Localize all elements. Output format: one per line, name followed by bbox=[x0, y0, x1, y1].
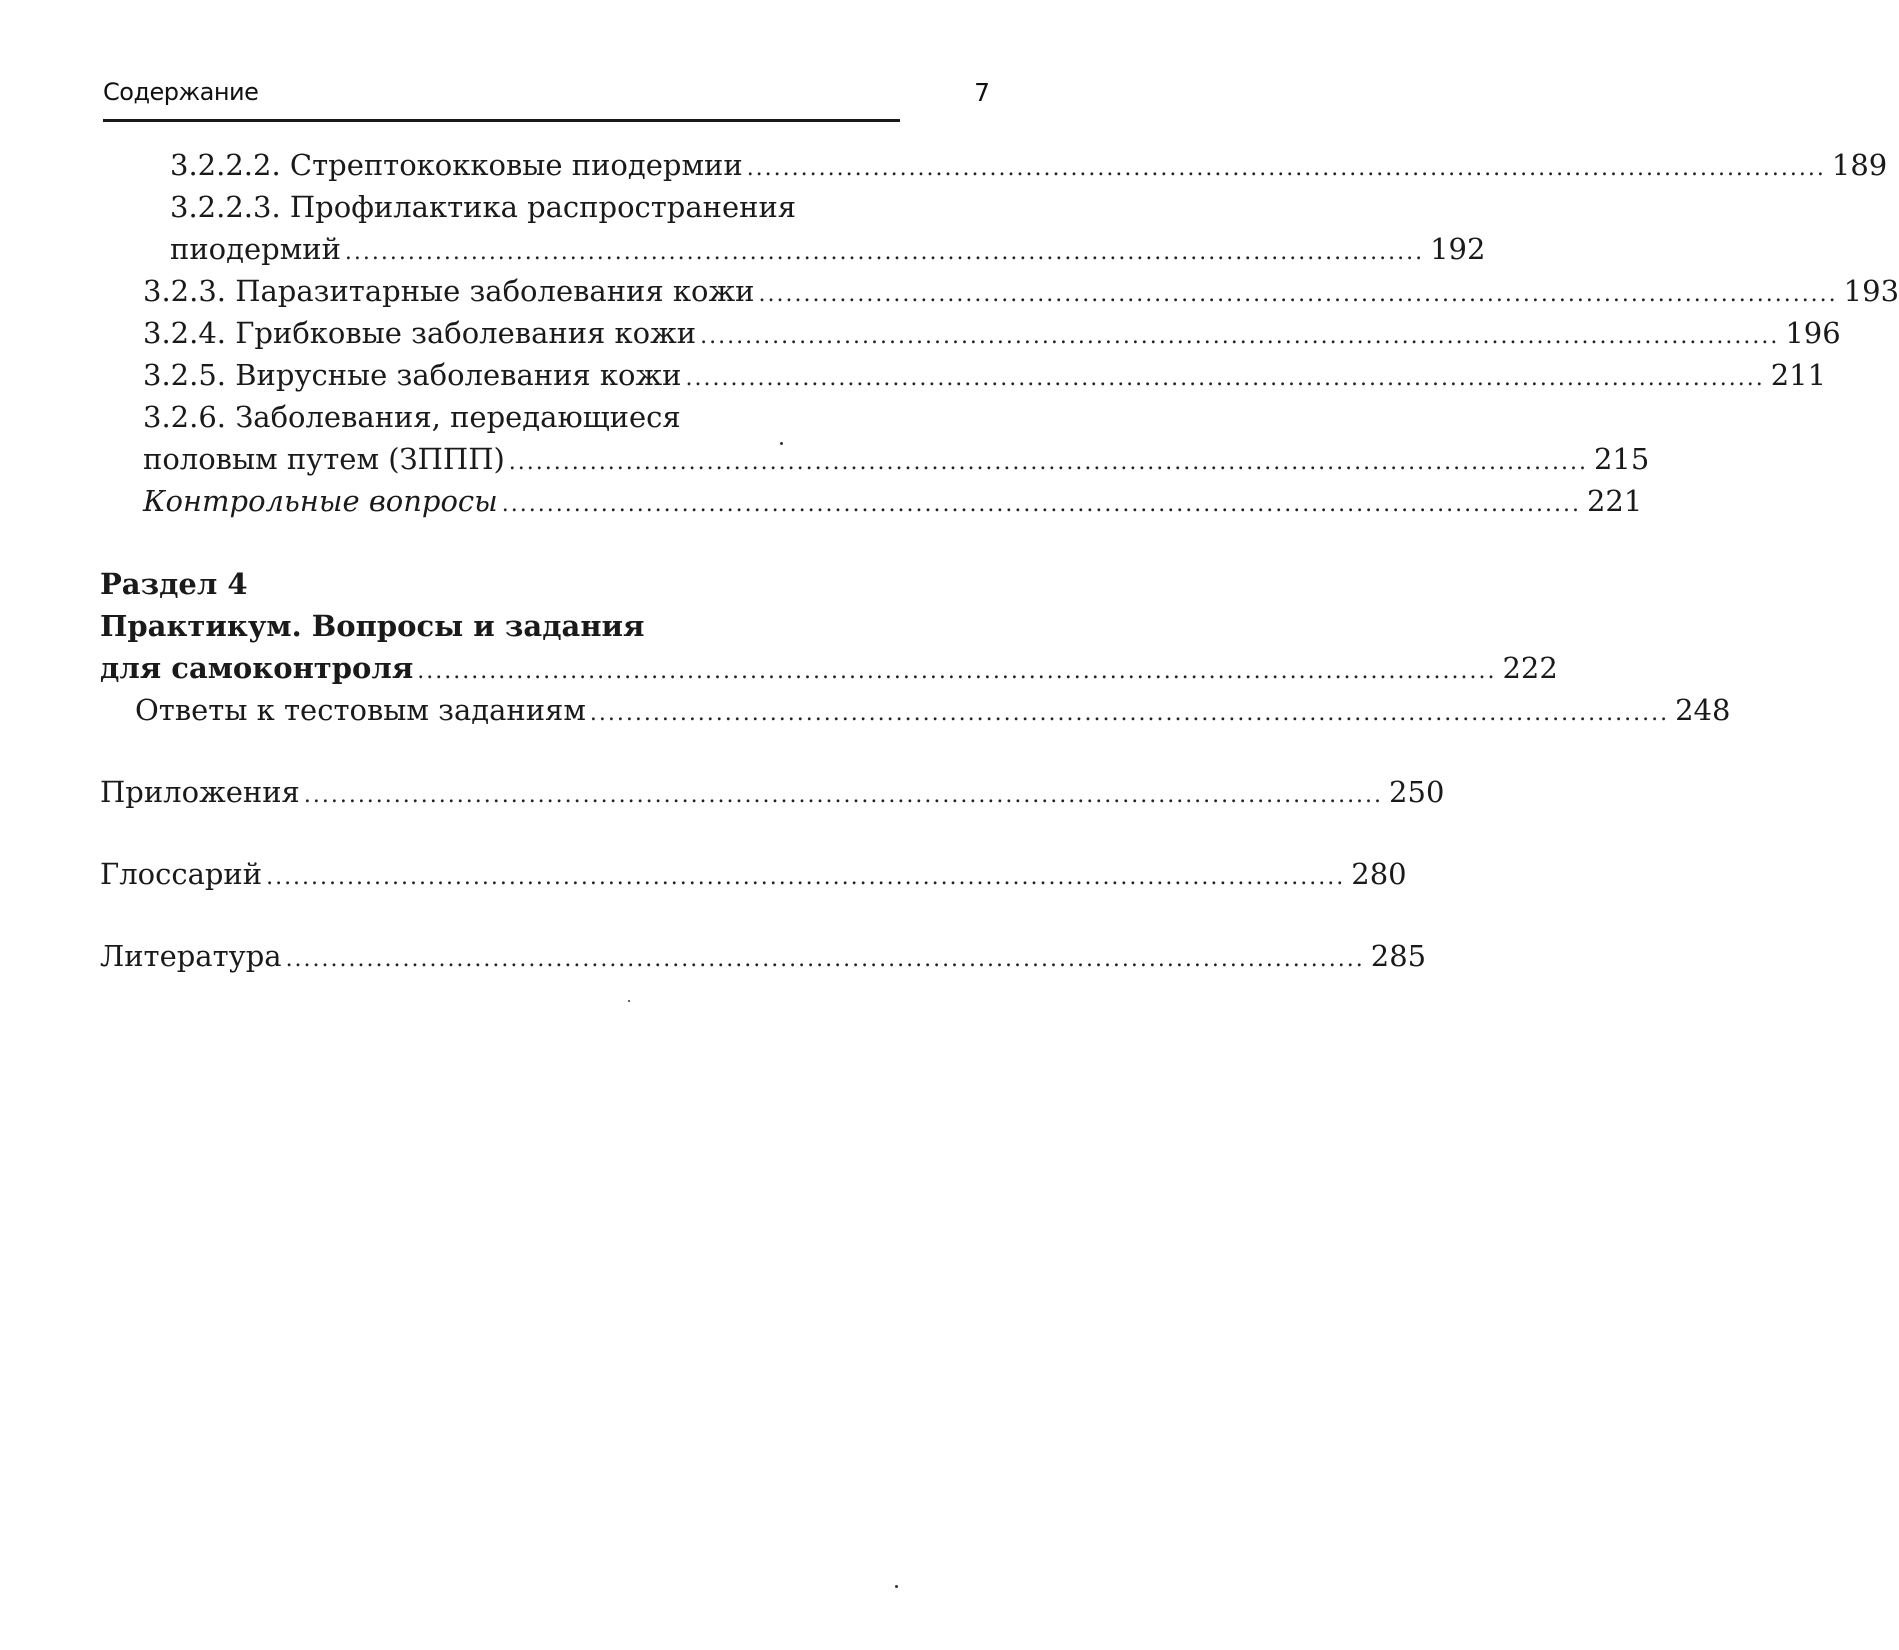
dot-leader: ........................................................................................................................ bbox=[266, 865, 1346, 890]
toc-entry-glossary bbox=[100, 853, 1407, 895]
header-rule bbox=[103, 119, 900, 122]
toc-entry-title: Приложения bbox=[100, 775, 300, 809]
dot-leader: ........................................................................................................................ bbox=[501, 492, 1581, 517]
toc-entry-title: Глоссарий bbox=[100, 857, 263, 891]
dot-leader: ........................................................................................................................ bbox=[589, 701, 1670, 726]
dot-leader: ........................................................................................................................ bbox=[285, 947, 1365, 972]
toc-entry-page: 192 bbox=[1430, 232, 1486, 266]
section-label: Раздел 4 bbox=[100, 567, 248, 601]
toc-entry-literature bbox=[100, 935, 1427, 977]
toc-entry-title: половым путем (ЗППП) bbox=[143, 442, 505, 476]
running-head bbox=[103, 78, 990, 118]
toc-entry-3-2-5 bbox=[143, 354, 1827, 396]
toc-entry-page: 222 bbox=[1502, 651, 1558, 685]
toc-entry-page: 250 bbox=[1389, 775, 1445, 809]
toc-entry-page: 215 bbox=[1593, 442, 1650, 476]
toc-entry-3-2-4 bbox=[143, 312, 1841, 354]
toc-entry-title: для самоконтроля bbox=[100, 651, 414, 685]
toc-entry-page: 193 bbox=[1843, 274, 1899, 308]
scan-speck bbox=[895, 1585, 898, 1588]
toc-entry-page: 280 bbox=[1351, 857, 1407, 891]
dot-leader: ........................................................................................................................ bbox=[417, 659, 1497, 684]
dot-leader: ........................................................................................................................ bbox=[508, 450, 1588, 475]
toc-entry-page: 189 bbox=[1831, 148, 1888, 182]
toc-entry-page: 285 bbox=[1370, 939, 1427, 973]
dot-leader: ........................................................................................................................ bbox=[758, 282, 1838, 307]
toc-entry-title: Ответы к тестовым заданиям bbox=[135, 693, 586, 727]
toc-entry-appendices bbox=[100, 771, 1445, 813]
dot-leader: ........................................................................................................................ bbox=[303, 783, 1384, 808]
toc-entry-3-2-3 bbox=[143, 270, 1899, 312]
toc-entry-3-2-2-2 bbox=[170, 144, 1888, 186]
toc-entry-3-2-2-3 bbox=[170, 228, 1486, 270]
toc-entry-title: Литература bbox=[100, 939, 282, 973]
dot-leader: ........................................................................................................................ bbox=[746, 156, 1826, 181]
dot-leader: ........................................................................................................................ bbox=[685, 366, 1765, 391]
toc-entry-title: 3.2.2.2. Стрептококковые пиодермии bbox=[170, 148, 743, 182]
toc-entry-3-2-2-3-line1: 3.2.2.3. Профилактика распространения bbox=[170, 190, 797, 224]
toc-entry-page: 248 bbox=[1675, 693, 1731, 727]
toc-entry-section-4 bbox=[100, 647, 1558, 689]
running-title: Содержание bbox=[103, 78, 259, 106]
toc-entry-3-2-6 bbox=[143, 438, 1650, 480]
toc-entry-page: 211 bbox=[1770, 358, 1827, 392]
toc-entry-test-answers bbox=[135, 689, 1731, 731]
scan-speck bbox=[780, 442, 783, 445]
toc-entry-page: 221 bbox=[1586, 484, 1643, 518]
toc-entry-title: Контрольные вопросы bbox=[143, 484, 498, 518]
section-title-line1: Практикум. Вопросы и задания bbox=[100, 609, 645, 643]
toc-entry-page: 196 bbox=[1785, 316, 1841, 350]
toc-entry-review-questions bbox=[143, 480, 1643, 522]
scan-speck bbox=[628, 1000, 630, 1002]
dot-leader: ........................................................................................................................ bbox=[344, 240, 1425, 265]
dot-leader: ........................................................................................................................ bbox=[700, 324, 1780, 349]
toc-entry-3-2-6-line1: 3.2.6. Заболевания, передающиеся bbox=[143, 400, 681, 434]
page-number: 7 bbox=[974, 78, 990, 107]
toc-entry-title: 3.2.5. Вирусные заболевания кожи bbox=[143, 358, 682, 392]
toc-entry-title: 3.2.3. Паразитарные заболевания кожи bbox=[143, 274, 755, 308]
toc-entry-title: 3.2.4. Грибковые заболевания кожи bbox=[143, 316, 697, 350]
toc-entry-title: пиодермий bbox=[170, 232, 341, 266]
